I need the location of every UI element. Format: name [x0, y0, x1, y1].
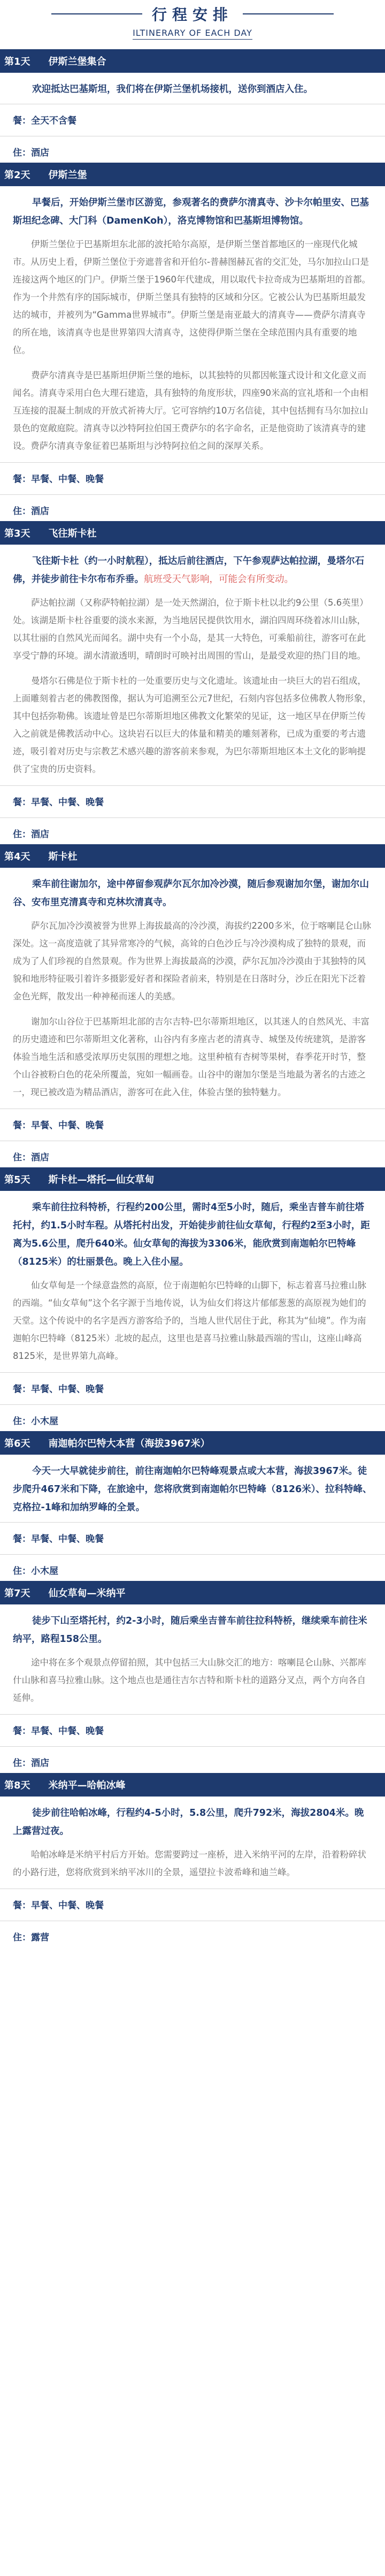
- day-title: 仙女草甸—米纳平: [48, 1588, 126, 1599]
- day-header: [0, 1581, 385, 1604]
- day-header: [0, 1167, 385, 1191]
- page-subtitle: ILTINERARY OF EACH DAY: [133, 28, 252, 40]
- day-title: 斯卡杜: [48, 851, 78, 862]
- divider: [0, 1714, 385, 1715]
- divider: [0, 1404, 385, 1405]
- day-number: 第8天: [4, 1780, 30, 1791]
- description-paragraph: 费萨尔清真寺是巴基斯坦伊斯兰堡的地标，以其独特的贝都因帐篷式设计和文化意义而闻名。清真寺采用白色大理石建造，具有独特的角度形状，四座90米高的宣礼塔和一个由相互连接的混凝土制成的开放式祈祷大厅。它可容纳约10万名信徒，其中包括拥有马尔加拉山景色的宽敞庭院。清真寺以沙特阿拉伯国王费萨尔的名字命名，正是他资助了该清真寺的建设。费萨尔清真寺象征着巴基斯坦与沙特阿拉伯之间的深厚关系。: [13, 370, 368, 451]
- meals-info: 餐：早餐、中餐、晚餐: [13, 1120, 104, 1131]
- meals-info: 餐：早餐、中餐、晚餐: [13, 797, 104, 808]
- day-number: 第5天: [4, 1174, 30, 1186]
- day-title: 米纳平—哈帕冰峰: [48, 1780, 126, 1791]
- day-section: [0, 1431, 385, 1581]
- hotel-info: 住：酒店: [13, 1152, 49, 1163]
- day-number: 第4天: [4, 851, 30, 862]
- meals-info: 餐：早餐、中餐、晚餐: [13, 1900, 104, 1911]
- description-paragraph: 曼塔尔石佛是位于斯卡杜的一处重要历史与文化遗址。该遗址由一块巨大的岩石组成，上面雕刻着古老的佛教图像，据认为可追溯至公元7世纪，石刻内容包括多位佛教人物形象，其中包括弥勒佛。该遗址曾是巴尔蒂斯坦地区佛教文化繁荣的见证，这一地区早在伊斯兰传入之前就是佛教活动中心。这块岩石以巨大的体量和精美的雕刻著称，已成为重要的考古遗迹，吸引着对历史与宗教艺术感兴趣的游客前来参观，为巴尔蒂斯坦地区本土文化的影响提供了宝贵的历史资料。: [13, 676, 372, 774]
- divider: [0, 1554, 385, 1555]
- day-section: [0, 163, 385, 521]
- day-section: [0, 1581, 385, 1773]
- day-number: 第3天: [4, 528, 30, 539]
- day-header: [0, 49, 385, 73]
- day-summary: 早餐后，开始伊斯兰堡市区游览，参观著名的费萨尔清真寺、沙卡尔帕里安、巴基斯坦纪念碑、大门科（DamenKoh），洛克博物馆和巴基斯坦博物馆。: [13, 197, 369, 226]
- day-header: [0, 163, 385, 186]
- hotel-info: 住：小木屋: [13, 1416, 58, 1427]
- day-section: [0, 49, 385, 163]
- hotel-info: 住：小木屋: [13, 1566, 58, 1577]
- day-summary: 今天一大早就徒步前往，前往南迦帕尔巴特峰观景点或大本营，海拔3967米。徒步爬升467米和下降，在旅途中，您将欣赏到南迦帕尔巴特峰（8126米）、拉科特峰、克格拉-1峰和加纳罗峰的全景。: [13, 1466, 372, 1513]
- day-number: 第7天: [4, 1588, 30, 1599]
- divider: [0, 1372, 385, 1373]
- day-header: [0, 1773, 385, 1797]
- description-paragraph: 萨达帕拉湖（又称萨特帕拉湖）是一处天然湖泊，位于斯卡杜以北约9公里（5.6英里）处。该湖是斯卡杜谷重要的淡水来源，为当地居民提供饮用水，湖泊四周环绕着冰川山脉，以其壮丽的自然风光而闻名。湖中央有一个小岛，是其一大特色，可乘船前往，游客可在此享受宁静的环境。湖水清澈透明，晴朗时可映衬出周围的雪山，是最受欢迎的热门目的地。: [13, 598, 368, 661]
- day-summary-text: 飞往斯卡杜（约一小时航程），抵达后前往酒店，下午参观萨达帕拉湖，曼塔尔石佛，并徒步前往卡尔布布乔垂。: [13, 556, 365, 585]
- header-right-divider: [243, 13, 334, 14]
- meals-info: 餐：早餐、中餐、晚餐: [13, 1534, 104, 1545]
- divider: [0, 462, 385, 463]
- day-title: 飞往斯卡杜: [48, 528, 97, 539]
- meals-info: 餐：早餐、中餐、晚餐: [13, 1726, 104, 1737]
- divider: [0, 817, 385, 818]
- day-title: 南迦帕尔巴特大本营（海拔3967米）: [48, 1438, 210, 1449]
- day-summary: 乘车前往拉科特桥，行程约200公里，需时4至5小时，随后，乘坐吉普车前往塔托村，约1.5小时车程。从塔托村出发，开始徒步前往仙女草甸，行程约2至3小时，距离为5.6公里，爬升640米。仙女草甸的海拔为3306米，能欣赏到南迦帕尔巴特峰（8125米）的壮丽景色。晚上入住小屋。: [13, 1202, 370, 1267]
- day-summary: [13, 552, 372, 588]
- divider: [0, 1746, 385, 1747]
- hotel-info: 住：酒店: [13, 829, 49, 840]
- description-paragraph: 萨尔瓦加冷沙漠被誉为世界上海拔最高的冷沙漠，海拔约2200多米，位于喀喇昆仑山脉深处。这一高度造就了其异常寒冷的气候，高耸的白色沙丘与冷沙漠构成了独特的景观，而成为了人们珍视的自然景观。作为世界上海拔最高的沙漠，萨尔瓦加冷沙漠由于其独特的风貌和地形特征吸引着许多摄影爱好者和探险者前来，特别是在日落时分，沙丘在阳光下泛着金色光辉，散发出一种神秘而迷人的美感。: [13, 921, 371, 1002]
- description-paragraph: 途中将在多个观景点停留拍照，其中包括三大山脉交汇的地方：喀喇昆仑山脉、兴都库什山脉和喜马拉雅山脉。这个地点也是通往吉尔吉特和斯卡杜的道路分叉点，两个方向各自延伸。: [13, 1657, 366, 1703]
- day-number: 第6天: [4, 1438, 30, 1449]
- day-header: [0, 521, 385, 545]
- description-paragraph: 仙女草甸是一个绿意盎然的高原，位于南迦帕尔巴特峰的山脚下，标志着喜马拉雅山脉的西端。“仙女草甸”这个名字源于当地传说，认为仙女们将这片郁郁葱葱的高原视为她们的天堂。这个传说中的名字是西方游客给予的，当地人世代居住于此，称其为“仙境”。作为南迦帕尔巴特峰（8125米）北坡的起点，这里也是喜马拉雅山脉最西端的雪山，这座山峰高8125米，是世界第九高峰。: [13, 1280, 366, 1361]
- meals-info: 餐：早餐、中餐、晚餐: [13, 474, 104, 485]
- day-number: 第1天: [4, 56, 30, 67]
- day-section: [0, 521, 385, 844]
- hotel-info: 住：酒店: [13, 506, 49, 517]
- description-paragraph: 伊斯兰堡位于巴基斯坦东北部的波托哈尔高原，是伊斯兰堡首都地区的一座现代化城市。从历史上看，伊斯兰堡位于旁遮普省和开伯尔-普赫图赫瓦省的交汇处，马尔加拉山口是连接这两个地区的门户。伊斯兰堡于1960年代建成，用以取代卡拉奇成为巴基斯坦的首都。作为一个井然有序的国际城市，伊斯兰堡具有独特的区域和分区。它被公认为巴基斯坦最发达的城市，并被列为“Gamma世界城市”。伊斯兰堡是南亚最大的清真寺——费萨尔清真寺的所在地，该清真寺也是世界第四大清真寺，这使得伊斯兰堡在全球范围内具有重要的地位。: [13, 239, 371, 355]
- divider: [0, 494, 385, 495]
- description-paragraph: 谢加尔山谷位于巴基斯坦北部的吉尔吉特-巴尔蒂斯坦地区，以其迷人的自然风光、丰富的历史遗迹和巴尔蒂斯坦文化著称，山谷内有多座古老的清真寺、城堡及传统建筑，是游客体验当地生活和感受浓厚历史氛围的理想之地。这里种植有杏树等果树，春季花开时节，整个山谷被粉白色的花朵所覆盖，宛如一幅画卷。山谷中的谢加尔堡是当地最为著名的古迹之一，现已被改造为精品酒店，游客可在此入住，体验古堡的独特魅力。: [13, 1016, 369, 1097]
- meals-info: 餐：全天不含餐: [13, 116, 76, 126]
- day-number: 第2天: [4, 170, 30, 181]
- header-title-row: [0, 3, 385, 25]
- page-title: 行程安排: [151, 6, 233, 24]
- meals-info: 餐：早餐、中餐、晚餐: [13, 1384, 104, 1395]
- day-title: 伊斯兰堡: [48, 170, 87, 181]
- hotel-info: 住：酒店: [13, 148, 49, 158]
- hotel-info: 住：露营: [13, 1932, 49, 1943]
- day-section: [0, 1167, 385, 1431]
- day-title: 斯卡杜—塔托—仙女草甸: [48, 1174, 155, 1186]
- day-title: 伊斯兰堡集合: [48, 56, 106, 67]
- divider: [0, 785, 385, 786]
- day-summary: 欢迎抵达巴基斯坦，我们将在伊斯兰堡机场接机，送你到酒店入住。: [32, 84, 313, 95]
- day-header: [0, 1431, 385, 1455]
- page-header: [0, 0, 385, 49]
- description-paragraph: 哈帕冰峰是米纳平村后方开始。您需要跨过一座桥，进入米纳平河的左岸，沿着粉碎状的小路行进，您将欣赏到米纳平冰川的全景，遥望拉卡波希峰和迪兰峰。: [13, 1849, 366, 1877]
- day-section: [0, 1773, 385, 1947]
- flight-warning: 航班受天气影响，可能会有所变动。: [144, 574, 294, 585]
- hotel-info: 住：酒店: [13, 1758, 49, 1769]
- day-section: [0, 844, 385, 1167]
- day-summary: 乘车前往谢加尔，途中停留参观萨尔瓦尔加冷沙漠，随后参观谢加尔堡，谢加尔山谷、安布里克清真寺和克林坎清真寺。: [13, 879, 369, 908]
- day-summary: 徒步前往哈帕冰峰，行程约4-5小时，5.8公里，爬升792米，海拔2804米。晚上露营过夜。: [13, 1808, 364, 1837]
- day-header: [0, 844, 385, 868]
- day-summary: 徒步下山至塔托村，约2-3小时，随后乘坐吉普车前往拉科特桥，继续乘车前往米纳平，路程158公里。: [13, 1616, 367, 1645]
- header-left-divider: [51, 13, 142, 14]
- divider: [0, 1522, 385, 1523]
